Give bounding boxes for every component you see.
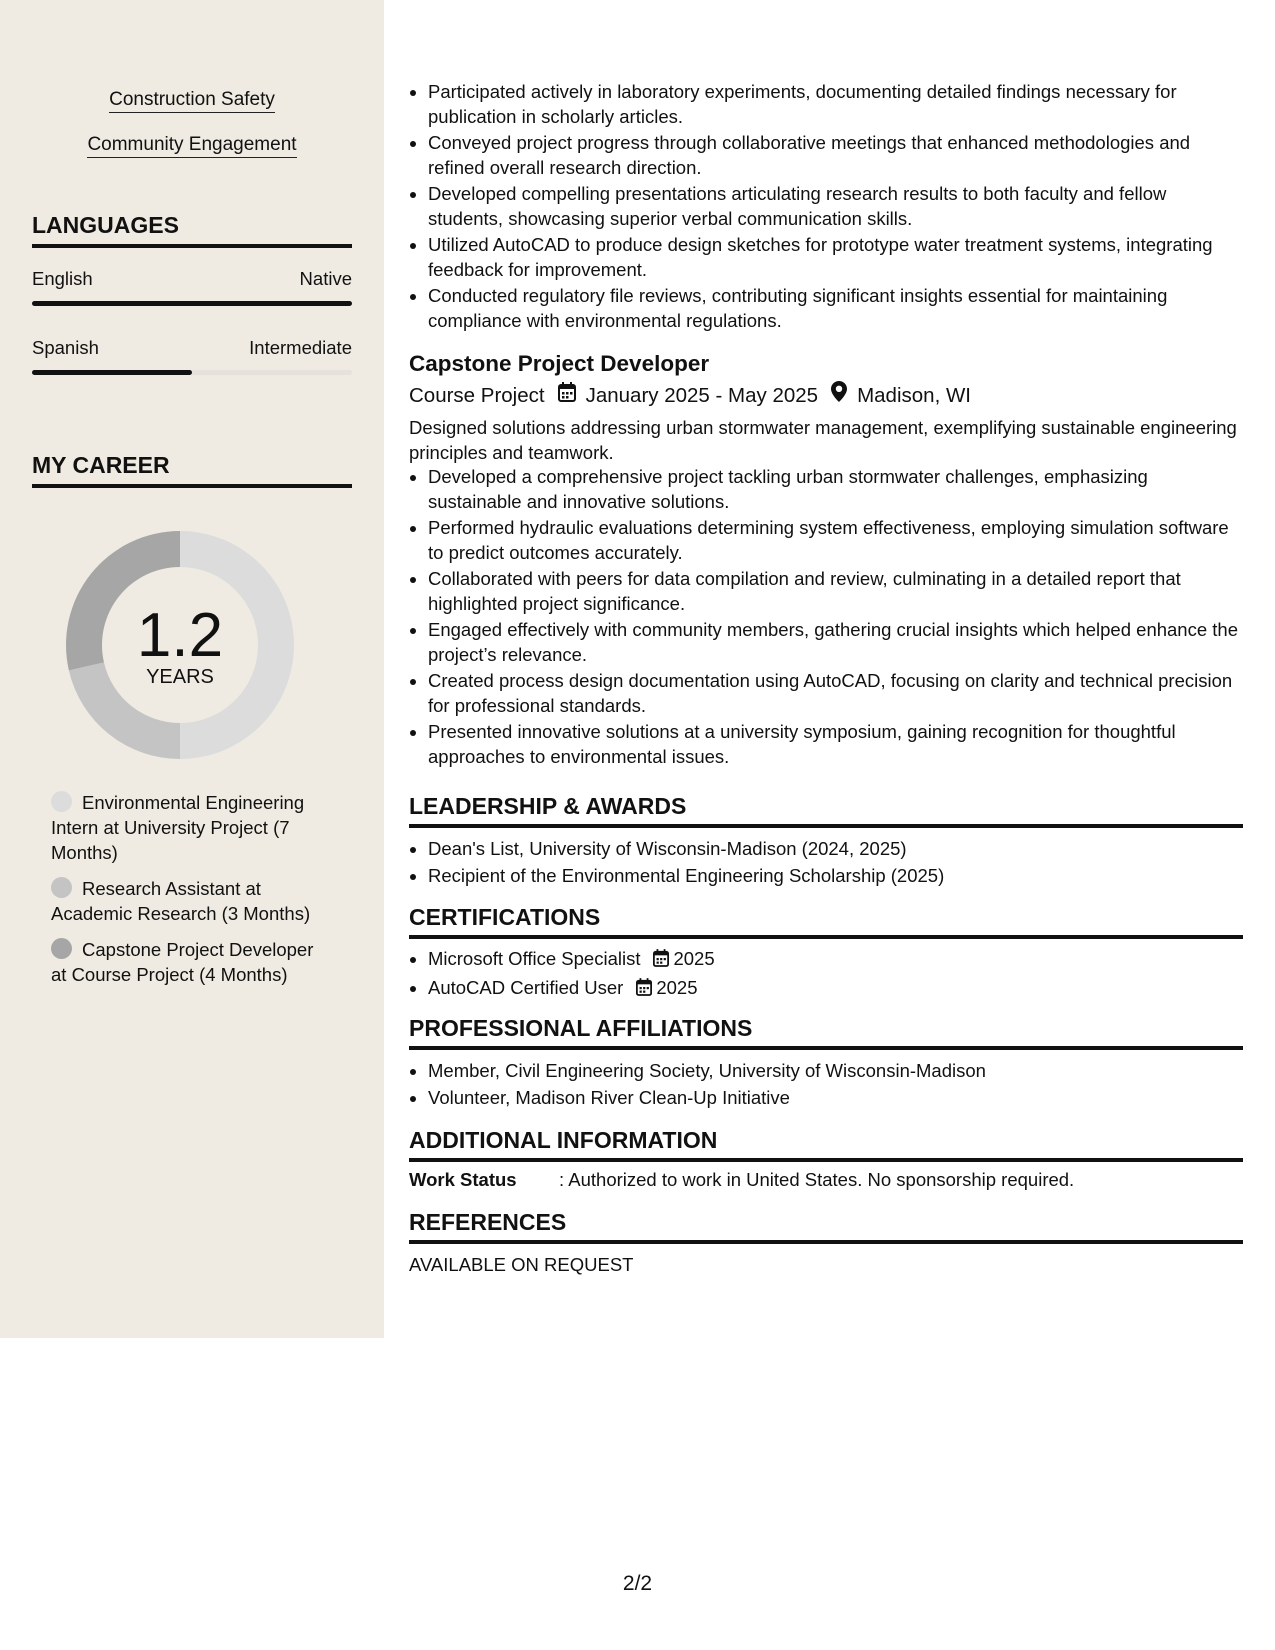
bullet-item: • Developed a comprehensive project tackling urban stormwater challenges, emphasizing sustainable and innovative solutions. (428, 465, 1243, 514)
skill-item (0, 133, 384, 157)
language-name: Spanish (32, 337, 99, 358)
certification-item (428, 976, 1243, 1003)
career-donut-chart (66, 531, 294, 759)
bullet-item: • Volunteer, Madison River Clean-Up Initiative (428, 1086, 1243, 1111)
languages-heading: LANGUAGES (32, 211, 352, 248)
bullet-item: • Conveyed project progress through collaborative meetings that enhanced methodologies and refined overall research direction. (428, 131, 1243, 180)
affiliations-section (409, 1014, 1243, 1112)
bullet-list (409, 1059, 1243, 1110)
legend-dot (51, 877, 72, 898)
career-total-value: 1.2 (136, 601, 224, 670)
bullet-item: • Performed hydraulic evaluations determining system effectiveness, employing simulation software to predict outcomes accurately. (428, 516, 1243, 565)
work-status-label: Work Status (409, 1169, 517, 1190)
skill-item (0, 88, 384, 112)
language-proficiency-fill (32, 370, 192, 375)
career-legend-label: Capstone Project Developer at Course Project (4 Months) (51, 939, 314, 985)
section-heading: PROFESSIONAL AFFILIATIONS (409, 1014, 1243, 1050)
bullet-item: • Created process design documentation using AutoCAD, focusing on clarity and technical precision for professional standards. (428, 669, 1243, 718)
section-heading: ADDITIONAL INFORMATION (409, 1126, 1243, 1162)
language-name: English (32, 268, 93, 289)
calendar-icon (636, 978, 652, 1003)
legend-dot (51, 938, 72, 959)
certification-year: 2025 (673, 948, 715, 969)
job-description: Designed solutions addressing urban stormwater management, exemplifying sustainable engineering principles and teamwork. (409, 417, 1237, 463)
certification-item (428, 947, 1243, 974)
section-heading: LEADERSHIP & AWARDS (409, 792, 1243, 828)
bullet-item: • Utilized AutoCAD to produce design sketches for prototype water treatment systems, integrating feedback for improvement. (428, 233, 1243, 282)
language-proficiency-bar (32, 301, 352, 306)
work-status-row (409, 1168, 1243, 1192)
section-heading: CERTIFICATIONS (409, 903, 1243, 939)
bullet-item: • Conducted regulatory file reviews, contributing significant insights essential for maintaining compliance with environmental regulations. (428, 284, 1243, 333)
job-organization: Course Project (409, 383, 545, 407)
bullet-item: • Presented innovative solutions at a university symposium, gaining recognition for thoughtful approaches to environmental issues. (428, 720, 1243, 769)
language-proficiency-fill (32, 301, 352, 306)
references-text: AVAILABLE ON REQUEST (409, 1254, 634, 1275)
legend-dot (51, 791, 72, 812)
bullet-list (409, 947, 1243, 1002)
language-proficiency-bar (32, 370, 352, 375)
page-number: 2/2 (622, 1572, 653, 1595)
certification-year: 2025 (656, 976, 698, 998)
job-title: Capstone Project Developer (409, 351, 710, 376)
bullet-item: • Dean's List, University of Wisconsin-Madison (2024, 2025) (428, 837, 1243, 862)
bullet-item: • Collaborated with peers for data compilation and review, culminating in a detailed report that highlighted project significance. (428, 567, 1243, 616)
certification-name: Microsoft Office Specialist (428, 948, 641, 969)
additional-info-section (409, 1126, 1243, 1192)
leadership-section (409, 792, 1243, 890)
calendar-icon (653, 949, 669, 974)
calendar-icon (558, 382, 576, 410)
career-legend-item (51, 937, 331, 987)
bullet-list (409, 465, 1243, 769)
bullet-list (409, 837, 1243, 888)
bullet-item: • Member, Civil Engineering Society, University of Wisconsin-Madison (428, 1059, 1243, 1084)
bullet-item: • Participated actively in laboratory experiments, documenting detailed findings necessary for publication in scholarly articles. (428, 80, 1243, 129)
bullet-item: • Developed compelling presentations articulating research results to both faculty and fellow students, showcasing superior verbal communication skills. (428, 182, 1243, 231)
career-total (66, 531, 294, 759)
bullet-list (409, 80, 1243, 333)
location-pin-icon (831, 381, 847, 410)
career-legend-label: Environmental Engineering Intern at University Project (7 Months) (51, 792, 305, 863)
work-status-value: : Authorized to work in United States. No sponsorship required. (559, 1169, 1075, 1190)
skill-label: Community Engagement (87, 134, 296, 158)
job-meta (409, 381, 1243, 410)
career-total-unit: YEARS (146, 666, 214, 688)
language-row (32, 337, 352, 377)
language-level: Intermediate (249, 337, 352, 358)
bullet-item: • Recipient of the Environmental Engineering Scholarship (2025) (428, 864, 1243, 889)
certifications-section (409, 903, 1243, 1004)
certification-name: AutoCAD Certified User (428, 976, 624, 998)
skill-label: Construction Safety (109, 89, 275, 113)
sidebar (0, 0, 384, 1338)
language-row (32, 268, 352, 308)
section-heading: REFERENCES (409, 1208, 1243, 1244)
bullet-item: • Engaged effectively with community members, gathering crucial insights which helped enhance the project’s relevance. (428, 618, 1243, 667)
career-legend-label: Research Assistant at Academic Research (3 Months) (51, 878, 311, 924)
references-section (409, 1208, 1243, 1276)
previous-job-bullets (409, 80, 1243, 335)
career-heading: MY CAREER (32, 451, 352, 488)
career-legend-item (51, 790, 331, 865)
job-dates: January 2025 - May 2025 (585, 383, 819, 407)
job-entry (409, 350, 1243, 771)
language-level: Native (299, 268, 352, 289)
job-location: Madison, WI (857, 383, 971, 407)
career-legend-item (51, 876, 331, 926)
